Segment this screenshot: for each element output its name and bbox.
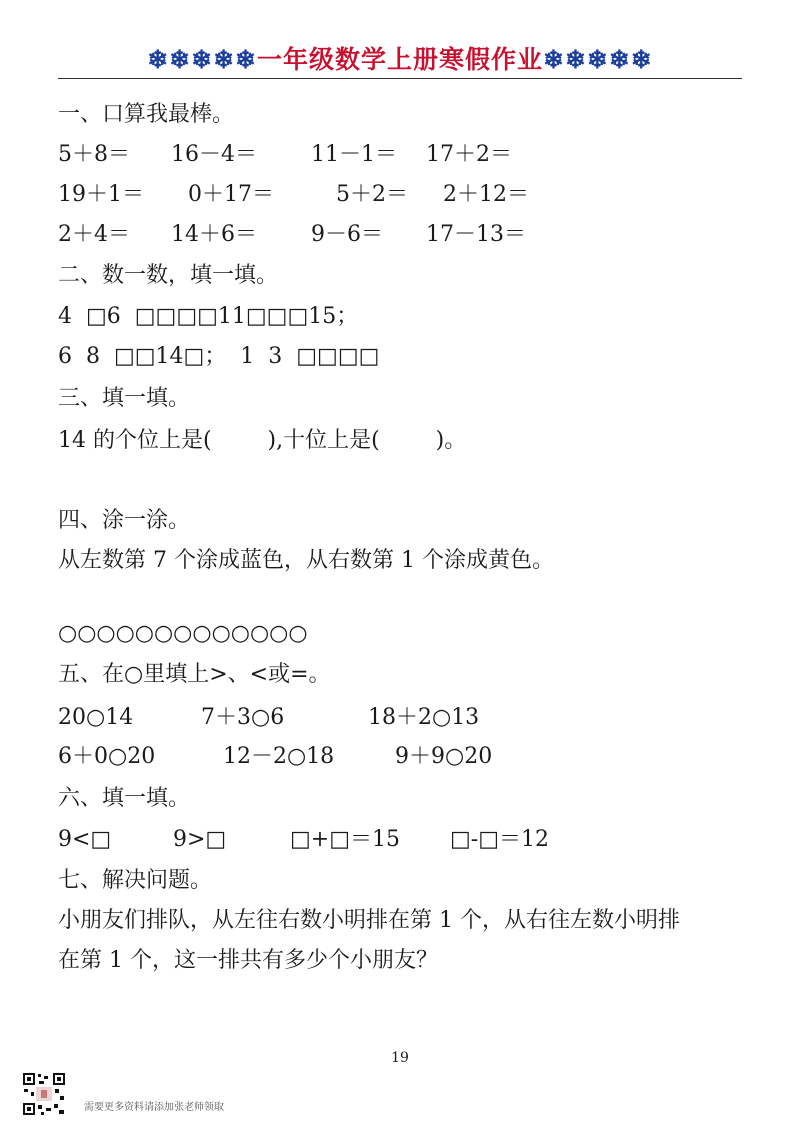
- equation: 9－6＝: [311, 222, 383, 247]
- comparison: 18＋2○13: [368, 705, 480, 730]
- header-title: 一年级数学上册寒假作业: [256, 45, 543, 74]
- equation: 5＋2＝: [336, 182, 408, 207]
- equation: 0＋17＝: [188, 182, 274, 207]
- header-rule: [58, 78, 742, 79]
- comparison: 7＋3○6: [201, 705, 285, 730]
- comparison-row-2: [58, 743, 742, 771]
- equation: 16－4＝: [171, 142, 257, 167]
- place-value-question: 14 的个位上是( ),十位上是( )。: [58, 428, 467, 453]
- section-7-title: 七、解决问题。: [58, 868, 213, 893]
- snowflake-icons-right: ❄❄❄❄❄: [543, 45, 653, 74]
- circle-row: ○○○○○○○○○○○○○: [58, 621, 308, 646]
- section-5-title: 五、在○里填上>、<或=。: [58, 662, 331, 687]
- coloring-instruction: 从左数第 7 个涂成蓝色，从右数第 1 个涂成黄色。: [58, 548, 554, 573]
- comparison: 9＋9○20: [395, 744, 493, 769]
- section-1-row-3: [58, 221, 742, 249]
- comparison: 20○14: [58, 705, 134, 730]
- comparison-row-1: [58, 704, 742, 732]
- qr-code-icon: [22, 1072, 66, 1116]
- equation: 17－13＝: [426, 222, 526, 247]
- fill-item: 9<□: [58, 827, 112, 852]
- footer-note: 需要更多资料请添加张老师领取: [84, 1102, 224, 1113]
- equation: 19＋1＝: [58, 182, 144, 207]
- number-sequence-2: 6 8 □□14□； 1 3 □□□□: [58, 344, 380, 369]
- comparison: 6＋0○20: [58, 744, 156, 769]
- section-6-title: 六、填一填。: [58, 786, 191, 811]
- equation: 2＋4＝: [58, 222, 130, 247]
- word-problem-line-2: 在第 1 个，这一排共有多少个小朋友？: [58, 948, 438, 973]
- snowflake-icons-left: ❄❄❄❄❄: [147, 45, 257, 74]
- word-problem-line-1: 小朋友们排队，从左往右数小明排在第 1 个，从右往左数小明排: [58, 908, 680, 933]
- section-3-title: 三、填一填。: [58, 386, 191, 411]
- comparison: 12－2○18: [223, 744, 335, 769]
- fill-item: 9>□: [173, 827, 227, 852]
- fill-item: □+□＝15: [290, 827, 401, 852]
- section-4-title: 四、涂一涂。: [58, 508, 191, 533]
- page-header: [0, 40, 800, 76]
- fill-item: □-□＝12: [450, 827, 550, 852]
- equation: 17＋2＝: [426, 142, 512, 167]
- equation: 11－1＝: [311, 142, 397, 167]
- section-1-row-1: [58, 141, 742, 169]
- number-sequence-1: 4 □6 □□□□11□□□15；: [58, 304, 359, 329]
- section-1-title: 一、口算我最棒。: [58, 102, 235, 127]
- fill-in-row: [58, 826, 742, 854]
- equation: 14＋6＝: [171, 222, 257, 247]
- section-2-title: 二、数一数，填一填。: [58, 263, 279, 288]
- section-1-row-2: [58, 181, 742, 209]
- page-number: 19: [391, 1050, 409, 1066]
- equation: 5＋8＝: [58, 142, 130, 167]
- equation: 2＋12＝: [443, 182, 529, 207]
